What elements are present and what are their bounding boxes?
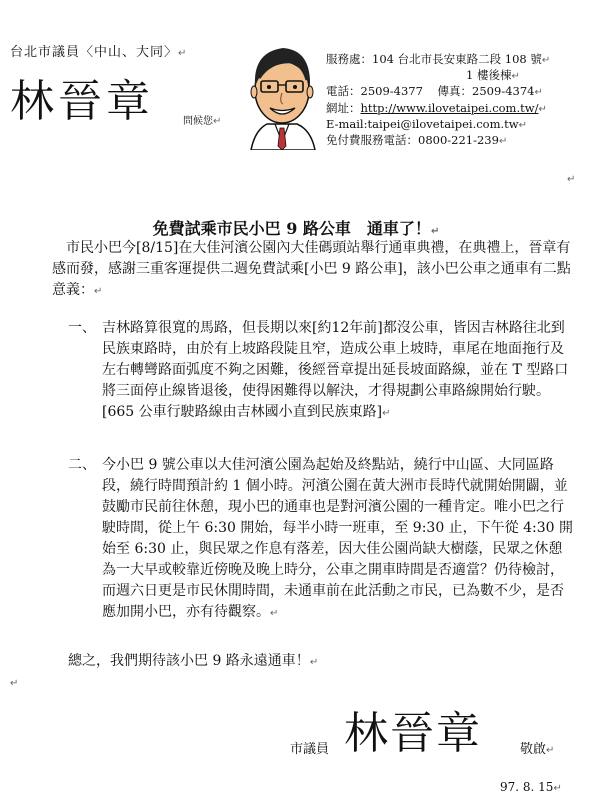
list-item-text: 今小巴 9 號公車以大佳河濱公園為起始及終點站，繞行中山區、大同區路段，繞行時間預計約 1 個小時。河濱公園在黃大洲市長時代就開始開闢，並鼓勵市民前往休憩，現小巴的通車也是對河濱公園的一種肯定。唯小巴之行駛時間，從上午 6:30 開始，每半小時一班車，至 9:30 止，下午從 4:30 開始至 6:30 止，與民眾之作息有落差，因大佳公園尚缺大樹蔭，民眾之休憩為一大早或較靠近傍晚及晚上時分，公車之開車時間是否適當？仍待檢討，而週六日更是市民休閒時間，未通車前在此活動之市民，已為數不少，是否應加開小巴，亦有待觀察。: [102, 457, 574, 620]
paragraph-mark: ↵: [511, 71, 520, 83]
email-address[interactable]: E-mail:taipei@ilovetaipei.com.tw: [326, 116, 519, 131]
list-item-number: 二、: [68, 457, 96, 473]
councilor-title-text: 台北市議員〈中山、大同〉: [10, 45, 179, 60]
article-title-text: 免費試乘市民小巴 9 路公車 通車了！: [152, 219, 431, 238]
list-item-number: 一、: [68, 320, 96, 336]
list-item-body: [102, 455, 574, 624]
website-label: 網址：: [326, 100, 361, 115]
contact-block: [326, 52, 588, 149]
signature-name: 林晉章: [344, 708, 482, 759]
councilor-title: [10, 41, 187, 60]
greeting-text: [183, 112, 221, 127]
website-link[interactable]: http://www.ilovetaipei.com.tw/: [360, 100, 539, 115]
paragraph-mark: ↵: [430, 226, 440, 237]
councilor-portrait: [241, 38, 323, 150]
paragraph-mark: ↵: [498, 136, 508, 148]
paragraph-mark: ↵: [178, 48, 188, 59]
greeting-label: 問候您: [183, 116, 213, 127]
office-floor: 1 樓後棟: [466, 68, 512, 83]
intro-text: 市民小巴今[8/15]在大佳河濱公園內大佳碼頭站舉行通車典禮，在典禮上，晉章有感而發，感謝三重客運提供二週免費試乘[小巴 9 路公車]，該小巴公車之通車有二點意義：: [52, 240, 571, 298]
office-address: 服務處：104 台北市長安東路二段 108 號: [326, 52, 542, 66]
paragraph-mark: ↵: [518, 119, 528, 131]
paragraph-mark: ↵: [567, 174, 576, 185]
paragraph-mark: ↵: [546, 745, 555, 756]
paragraph-mark: ↵: [538, 103, 547, 115]
hotline-number: 免付費服務電話：0800-221-239: [326, 133, 499, 148]
closing-paragraph: [68, 651, 568, 673]
paragraph-mark: ↵: [382, 408, 391, 419]
paragraph-mark: ↵: [541, 55, 551, 66]
paragraph-mark: ↵: [309, 657, 319, 668]
intro-paragraph: [52, 238, 572, 302]
councilor-name: 林晉章: [10, 76, 154, 127]
paragraph-mark: ↵: [213, 116, 222, 127]
date-text: 97. 8. 15: [500, 780, 554, 794]
article-title: [0, 216, 592, 239]
signature-closing-text: 敬啟: [520, 742, 547, 757]
closing-text: 總之，我們期待該小巴 9 路永遠通車！: [68, 653, 310, 669]
paragraph-mark: ↵: [10, 678, 19, 689]
paragraph-mark: ↵: [94, 286, 103, 297]
signature-title: 市議員: [290, 742, 330, 757]
paragraph-mark: ↵: [553, 783, 562, 794]
list-item-text: 吉林路算很寬的馬路，但長期以來[約12年前]都沒公車，皆因吉林路往北到民族東路時，由於有上坡路段陡且窄，造成公車上坡時，車尾在地面拖行及左右轉彎路面弧度不夠之困難，後經晉章提出延長坡面路線，並在 T 型路口將三面停止線皆退後，使得困難得以解決，才得規劃公車路線開始行駛。[665 公車行駛路線由吉林國小直到民族東路]: [102, 320, 569, 420]
signature-closing: [520, 738, 554, 757]
fax-number: 傳真：2509-4374: [437, 84, 535, 99]
paragraph-mark: ↵: [534, 87, 543, 99]
paragraph-mark: ↵: [270, 608, 279, 619]
phone-number: 電話：2509-4377: [326, 84, 423, 99]
document-date: [500, 780, 562, 794]
list-item-body: [102, 318, 574, 424]
